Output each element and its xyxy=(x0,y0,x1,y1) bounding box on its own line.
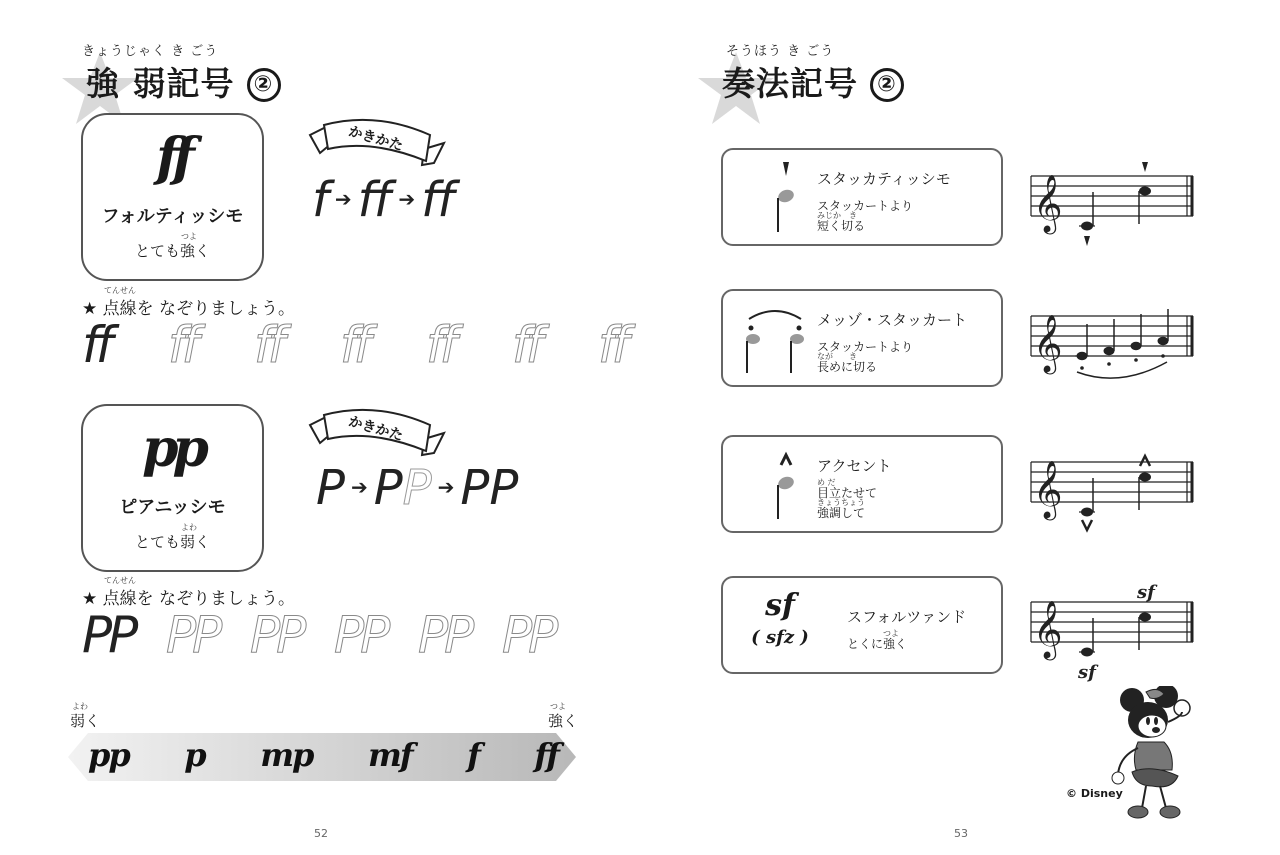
accent-staff xyxy=(1025,436,1201,546)
arrow-icon: ➔ xyxy=(398,187,416,211)
trace-sample: PP xyxy=(82,606,135,664)
ff-trace-row xyxy=(82,316,664,374)
trace-practice: PP xyxy=(166,606,219,664)
sf-mark: sf xyxy=(1137,582,1155,603)
ribbon-label: かきかた xyxy=(346,413,405,445)
ff-symbol: ff xyxy=(156,127,189,188)
ff-writing-demo: f ➔ f ➔ ff xyxy=(312,172,456,228)
pp-symbol: pp xyxy=(142,418,203,479)
star-icon: ★ xyxy=(82,299,98,319)
sforzando-staff xyxy=(1025,574,1201,686)
page-number: 53 xyxy=(954,827,968,840)
trace-practice: PP xyxy=(334,606,387,664)
ff-card xyxy=(81,113,264,281)
item-name: スタッカティッシモ xyxy=(817,170,951,188)
item-desc: め だ 目立たせて きょうちょう 強調して xyxy=(817,478,878,521)
scale-mark: pp xyxy=(88,736,129,774)
pp-desc: よわ とても弱く xyxy=(134,523,210,552)
pp-trace-row xyxy=(82,606,568,664)
scale-weak-label: よわ 弱く xyxy=(70,702,101,730)
pp-name: ピアニッシモ xyxy=(119,497,226,519)
trace-practice: PP xyxy=(250,606,303,664)
ff-name: フォルティッシモ xyxy=(101,206,244,228)
item-name: スフォルツァンド xyxy=(847,608,967,626)
trace-practice: ff xyxy=(598,316,626,374)
dynamics-scale-marks xyxy=(88,736,558,774)
trace-sample: ff xyxy=(82,316,110,374)
staccatissimo-note-icon xyxy=(745,158,815,238)
arrow-icon: ➔ xyxy=(437,475,455,499)
trace-practice: ff xyxy=(168,316,196,374)
item-desc: つよ とくに強く xyxy=(847,629,908,651)
mezzo-staccato-note-icon xyxy=(745,299,815,379)
trace-practice: PP xyxy=(418,606,471,664)
arrow-icon: ➔ xyxy=(350,475,368,499)
item-desc: スタッカートより なが き 長めに切る xyxy=(817,340,914,375)
page-title: 強 弱記号 ② xyxy=(86,58,281,105)
trace-instruction: てんせん ★ 点線を なぞりましょう。 xyxy=(82,576,296,609)
page-number: 52 xyxy=(314,827,328,840)
mezzo-staccato-staff xyxy=(1025,290,1201,400)
staccatissimo-staff xyxy=(1025,150,1201,260)
trace-practice: ff xyxy=(426,316,454,374)
pp-card xyxy=(81,404,264,572)
scale-mark: ff xyxy=(534,736,558,774)
staccatissimo-box xyxy=(721,148,1003,246)
trace-instruction: てんせん ★ 点線を なぞりましょう。 xyxy=(82,286,296,319)
star-icon: ★ xyxy=(82,589,98,609)
svg-text:𝄞: 𝄞 xyxy=(1033,600,1063,658)
svg-text:𝄞: 𝄞 xyxy=(1033,314,1063,372)
heading-ruby: そうほう き ごう xyxy=(726,44,835,59)
mezzo-staccato-box xyxy=(721,289,1003,387)
item-name: アクセント xyxy=(817,457,892,475)
trace-practice: PP xyxy=(502,606,555,664)
svg-text:𝄞: 𝄞 xyxy=(1033,460,1063,518)
sf-mark: sf xyxy=(1078,662,1096,683)
scale-mark: mf xyxy=(367,736,412,774)
right-page xyxy=(640,0,1280,855)
pp-writing-demo: P ➔ PP ➔ PP xyxy=(316,460,519,516)
page-title: 奏法記号 ② xyxy=(722,58,904,105)
heading-ruby: きょうじゃく き ごう xyxy=(82,44,219,59)
scale-mark: p xyxy=(184,736,205,774)
trace-practice: ff xyxy=(512,316,540,374)
copyright-notice: © Disney xyxy=(1066,787,1123,800)
ribbon-label: かきかた xyxy=(346,123,405,155)
item-name: メッゾ・スタッカート xyxy=(817,311,968,329)
item-desc: スタッカートより みじか き 短く切る xyxy=(817,199,914,234)
section-number: ② xyxy=(247,68,281,102)
trace-practice: ff xyxy=(254,316,282,374)
accent-box xyxy=(721,435,1003,533)
arrow-icon: ➔ xyxy=(334,187,352,211)
scale-mark: mp xyxy=(260,736,313,774)
trace-practice: ff xyxy=(340,316,368,374)
section-number: ② xyxy=(870,68,904,102)
svg-text:𝄞: 𝄞 xyxy=(1033,174,1063,232)
cartoon-mouse-illustration xyxy=(1102,686,1210,826)
scale-mark: f xyxy=(467,736,479,774)
ff-desc: つよ とても強く xyxy=(134,232,210,261)
accent-note-icon xyxy=(745,445,815,525)
scale-strong-label: つよ 強く xyxy=(548,702,579,730)
sforzando-box xyxy=(721,576,1003,674)
sforzando-symbol: sf ( sfz ) xyxy=(751,588,809,648)
